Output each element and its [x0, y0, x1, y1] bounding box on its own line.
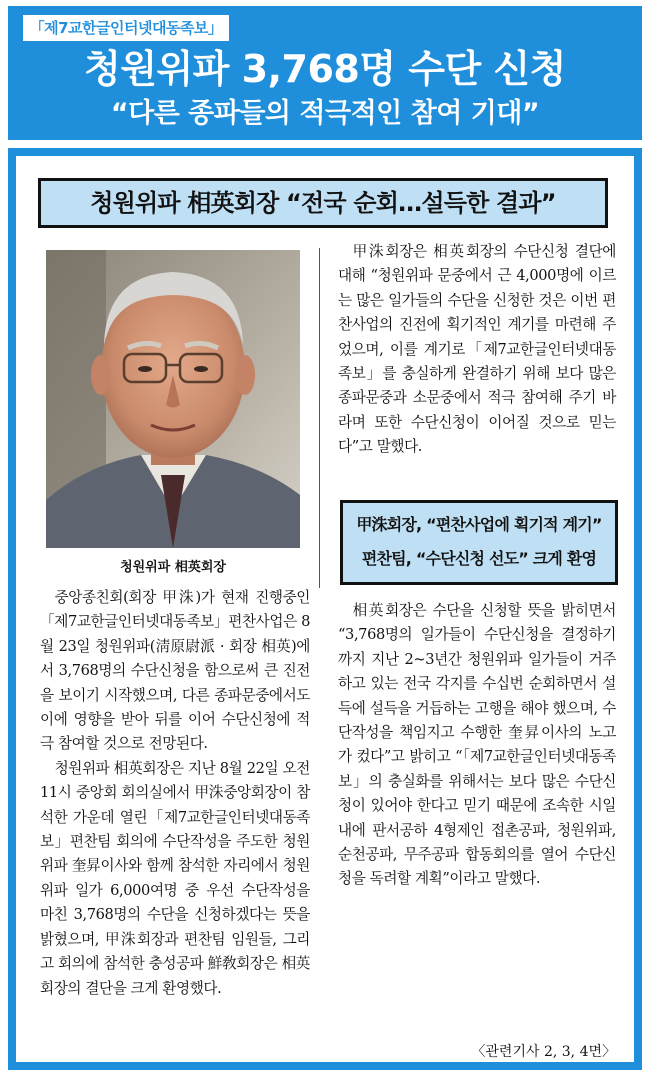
- portrait-photo: [46, 250, 300, 548]
- left-paragraph-1: 중앙종친회(회장 甲洙)가 현재 진행중인「제7교한글인터넷대동족보」편찬사업은 8월 23일 청원위파(淸原尉派 · 회장 相英)에서 3,768명의 수단신청을 함으로써 큰 진전을 보이기 시작했으며, 다른 종파문중에서도 이에 영향을 받아 뒤를 이어 수단신청에 적극 참여할 것으로 전망된다.: [40, 589, 310, 753]
- left-column: [40, 586, 310, 1001]
- subhead-box: [340, 500, 618, 585]
- section-tag: 「제7교한글인터넷대동족보」: [23, 15, 229, 41]
- headline-banner: [8, 6, 642, 140]
- right-paragraph-2: 相英회장은 수단을 신청할 뜻을 밝히면서 “3,768명의 일가들이 수단신청을 결정하기까지 지난 2~3년간 청원위파 일가들이 거주하고 있는 전국 각지를 수십번 순회하면서 설득에 설득을 거듭하는 고행을 해야 했으며, 수단작성을 책임지고 수행한 奎昇이사의 노고가 컸다”고 밝히고 “「제7교한글인터넷대동족보」의 충실화를 위해서는 보다 많은 수단신청이 있어야 한다고 믿기 때문에 조속한 시일내에 판서공하 4형제인 접촌공파, 청원위파, 순천공파, 무주공파 합동회의를 열어 수단신청을 독려할 계획”이라고 말했다.: [338, 602, 616, 888]
- main-headline: 청원위파 3,768명 수단 신청: [84, 47, 566, 91]
- article-title: 청원위파 相英회장 “전국 순회…설득한 결과”: [38, 178, 608, 228]
- right-column-top: [338, 240, 616, 460]
- column-divider: [319, 248, 320, 588]
- right-column-bottom: [338, 599, 616, 892]
- photo-caption: 청원위파 相英회장: [120, 560, 226, 575]
- subhead-line-1: 甲洙회장, “편찬사업에 획기적 계기”: [356, 515, 602, 534]
- portrait-illustration: [46, 250, 300, 548]
- article-body: [16, 156, 634, 1062]
- related-articles-note: 〈관련기사 2, 3, 4면〉: [471, 1044, 616, 1060]
- article-frame: [8, 148, 642, 1070]
- sub-headline: “다른 종파들의 적극적인 참여 기대”: [110, 98, 540, 129]
- right-paragraph-1: 甲洙회장은 相英회장의 수단신청 결단에 대해 “청원위파 문중에서 근 4,000명에 이르는 많은 일가들의 수단을 신청한 것은 이번 편찬사업의 진전에 획기적인 계기를 마련해 주었으며, 이를 계기로「제7교한글인터넷대동족보」를 충실하게 완결하기 위해 보다 많은 종파문중과 소문중에서 적극 참여해 주기 바라며 또한 수단신청이 이어질 것으로 믿는다”고 말했다.: [338, 243, 616, 456]
- subhead-line-2: 편찬팀, “수단신청 선도” 크게 환영: [361, 549, 597, 568]
- left-paragraph-2: 청원위파 相英회장은 지난 8월 22일 오전 11시 중앙회 회의실에서 甲洙중앙회장이 참석한 가운데 열린「제7교한글인터넷대동족보」편찬팀 회의에 수단작성을 주도한 청원위파 奎昇이사와 함께 참석한 자리에서 청원위파 일가 6,000여명 중 우선 수단작성을 마친 3,768명의 수단을 신청하겠다는 뜻을 밝혔으며, 甲洙회장과 편찬팀 임원들, 그리고 회의에 참석한 충성공파 鮮敎회장은 相英회장의 결단을 크게 환영했다.: [40, 759, 310, 997]
